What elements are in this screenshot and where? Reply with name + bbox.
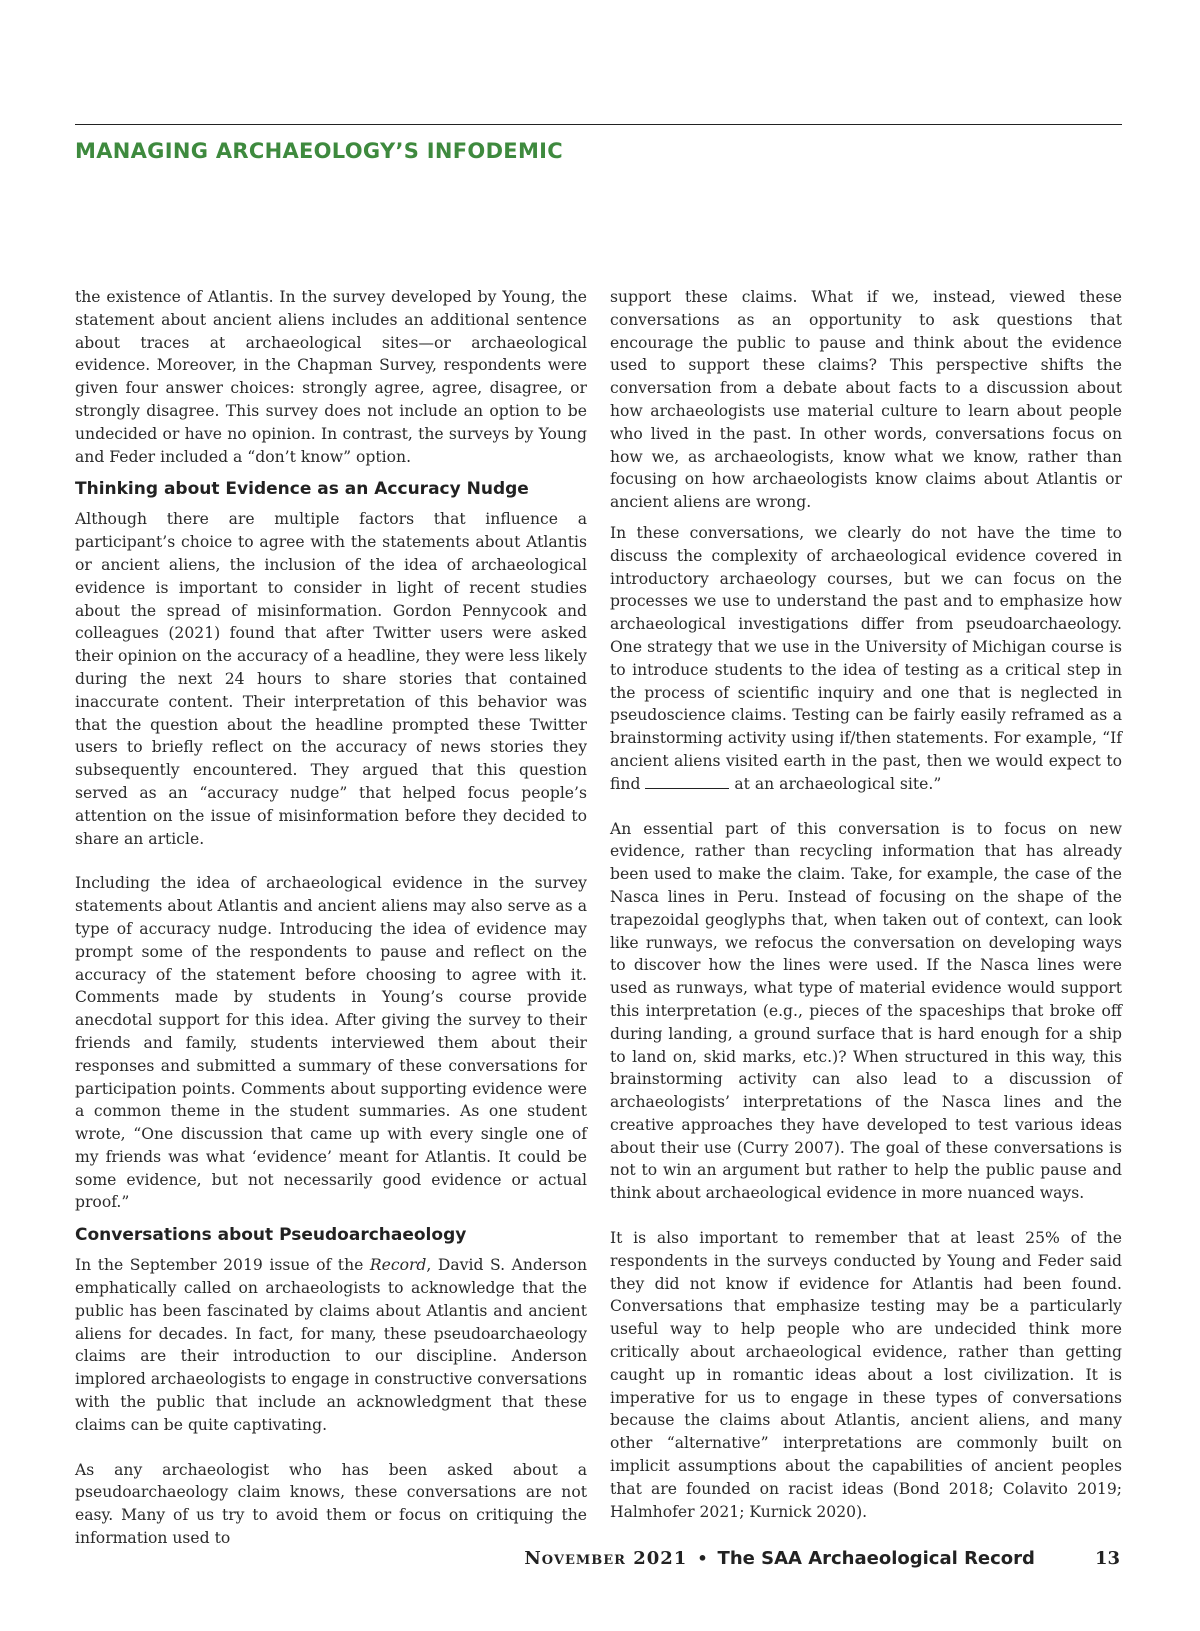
paragraph-text: , David S. Anderson emphatically called on archaeologists to acknowledge that the public has been fascinated by claims about Atlantis and ancient aliens for decades. In fact, for many, these pseudoarchaeology claims are their introduction to our discipline. Anderson implored archaeologists to engage in constructive conversations with the public that include an acknowledgment that these claims can be quite captivating.	[75, 1256, 587, 1434]
paragraph: It is also important to remember that at least 25% of the respondents in the surveys conducted by Young and Feder said they did not know if evidence for Atlantis had been found. Conversations that emphasize testing may be a particularly useful way to help people who are undecided think more critically about archaeological evidence, rather than getting caught up in romantic ideas about a lost civilization. It is imperative for us to engage in these types of conversations because the claims about Atlantis, ancient aliens, and many other “alternative” interpretations are commonly built on implicit assumptions about the capabilities of ancient peoples that are founded on racist ideas (Bond 2018; Colavito 2019; Halmhofer 2021; Kurnick 2020).	[610, 1229, 1122, 1521]
left-column	[75, 286, 587, 1550]
right-column	[610, 286, 1122, 1523]
section-heading: Conversations about Pseudoarchaeology	[75, 1225, 467, 1246]
journal-title: Record	[369, 1256, 427, 1275]
paragraph	[75, 1254, 587, 1436]
paragraph-text: In these conversations, we clearly do not have the time to discuss the complexity of archaeological evidence covered in introductory archaeology courses, but we can focus on the processes we use to understand the past and to emphasize how archaeological investigations differ from pseudoarchaeology. One strategy that we use in the University of Michigan course is to introduce students to the idea of testing as a critical step in the process of scientific inquiry and one that is neglected in pseudoscience claims. Testing can be fairly easily reframed as a brainstorming activity using if/then statements. For example, “If ancient aliens visited earth in the past, then we would expect to find	[610, 523, 1122, 793]
footer-separator: •	[697, 1549, 708, 1568]
paragraph-text: at an archaeological site.”	[729, 774, 942, 793]
paragraph: An essential part of this conversation is to focus on new evidence, rather than recycling information that has already been used to make the claim. Take, for example, the case of the Nasca lines in Peru. Instead of focusing on the shape of the trapezoidal geoglyphs that, when taken out of context, can look like runways, we refocus the conversation on developing ways to discover how the lines were used. If the Nasca lines were used as runways, what type of material evidence would support this interpretation (e.g., pieces of the spaceships that broke off during landing, a ground surface that is hard enough for a ship to land on, skid marks, etc.)? When structured in this way, this brainstorming activity can also lead to a discussion of archaeologists’ interpretations of the Nasca lines and the creative approaches they have developed to test various ideas about their use (Curry 2007). The goal of these conversations is not to win an argument but rather to help the public pause and think about archaeological evidence in more nuanced ways.	[610, 819, 1122, 1203]
page-footer	[524, 1548, 1120, 1569]
paragraph: As any archaeologist who has been asked about a pseudoarchaeology claim knows, these conversations are not easy. Many of us try to avoid them or focus on critiquing the information used to	[75, 1460, 587, 1548]
section-heading: Thinking about Evidence as an Accuracy Nudge	[75, 479, 529, 500]
paragraph: support these claims. What if we, instead, viewed these conversations as an opportunity to ask questions that encourage the public to pause and think about the evidence used to support these claims? This perspective shifts the conversation from a debate about facts to a discussion about how archaeologists use material culture to learn about people who lived in the past. In other words, conversations focus on how we, as archaeologists, know what we know, rather than focusing on how archaeologists know claims about Atlantis or ancient aliens are wrong.	[610, 288, 1122, 512]
paragraph-text: In the September 2019 issue of the	[75, 1256, 370, 1275]
paragraph	[610, 522, 1122, 796]
header-rule	[75, 124, 1122, 125]
page-number: 13	[1094, 1548, 1120, 1569]
issue-date: November 2021	[524, 1548, 688, 1569]
publication-name: The SAA Archaeological Record	[717, 1548, 1035, 1569]
fill-in-blank	[645, 776, 729, 789]
paragraph: Although there are multiple factors that influence a participant’s choice to agree with the statements about Atlantis or ancient aliens, the inclusion of the idea of archaeological evidence is important to consider in light of recent studies about the spread of misinformation. Gordon Pennycook and colleagues (2021) found that after Twitter users were asked their opinion on the accuracy of a headline, they were less likely during the next 24 hours to share stories that contained inaccurate content. Their interpretation of this behavior was that the question about the headline prompted these Twitter users to briefly reflect on the accuracy of news stories they subsequently encountered. They argued that this question served as an “accuracy nudge” that helped focus people’s attention on the issue of misinformation before they decided to share an article.	[75, 510, 587, 848]
paragraph: the existence of Atlantis. In the survey developed by Young, the statement about ancient aliens includes an additional sentence about traces at archaeological sites—or archaeological evidence. Moreover, in the Chapman Survey, respondents were given four answer choices: strongly agree, agree, disagree, or strongly disagree. This survey does not include an option to be undecided or have no opinion. In contrast, the surveys by Young and Feder included a “don’t know” option.	[75, 288, 587, 466]
section-title: MANAGING ARCHAEOLOGY’S INFODEMIC	[75, 139, 563, 163]
paragraph: Including the idea of archaeological evidence in the survey statements about Atlantis and ancient aliens may also serve as a type of accuracy nudge. Introducing the idea of evidence may prompt some of the respondents to pause and reflect on the accuracy of the statement before choosing to agree with it. Comments made by students in Young’s course provide anecdotal support for this idea. After giving the survey to their friends and family, students interviewed them about their responses and submitted a summary of these conversations for participation points. Comments about supporting evidence were a common theme in the student summaries. As one student wrote, “One discussion that came up with every single one of my friends was what ‘evidence’ meant for Atlantis. It could be some evidence, but not necessarily good evidence or actual proof.”	[75, 874, 587, 1212]
